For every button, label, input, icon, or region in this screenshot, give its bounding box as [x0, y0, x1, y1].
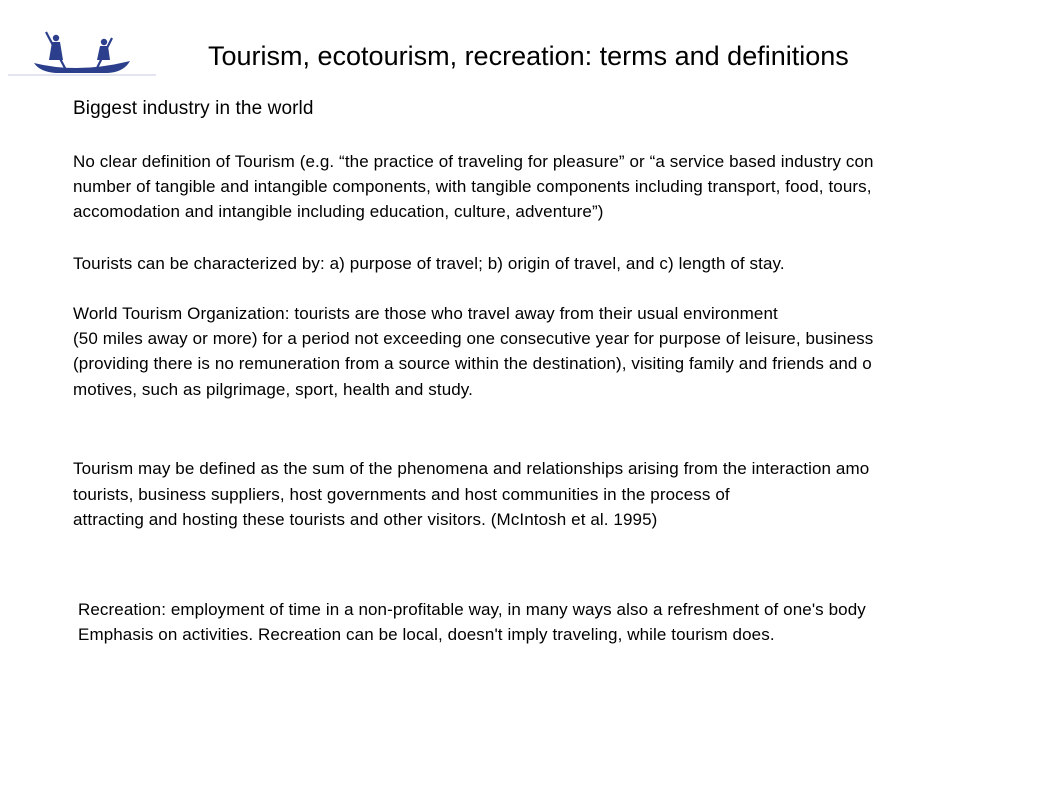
- body-line: Recreation: employment of time in a non-profitable way, in many ways also a refreshment of one's body: [78, 600, 866, 619]
- slide-title: Tourism, ecotourism, recreation: terms and definitions: [208, 41, 849, 71]
- body-line: (50 miles away or more) for a period not exceeding one consecutive year for purpose of leisure, business: [73, 329, 874, 348]
- body-line: motives, such as pilgrimage, sport, health and study.: [73, 380, 473, 399]
- body-line: number of tangible and intangible components, with tangible components including transport, food, tours,: [73, 177, 872, 196]
- body-line: Biggest industry in the world: [73, 98, 314, 119]
- body-line: No clear definition of Tourism (e.g. “the practice of traveling for pleasure” or “a service based industry con: [73, 152, 874, 171]
- body-line: tourists, business suppliers, host governments and host communities in the process of: [73, 485, 730, 504]
- body-line: accomodation and intangible including education, culture, adventure”): [73, 202, 604, 221]
- body-line: Emphasis on activities. Recreation can be local, doesn't imply traveling, while tourism does.: [78, 625, 775, 644]
- canoe-paddlers-icon: [8, 30, 158, 78]
- body-line: attracting and hosting these tourists and other visitors. (McIntosh et al. 1995): [73, 510, 658, 529]
- body-line: World Tourism Organization: tourists are those who travel away from their usual environment: [73, 304, 778, 323]
- body-line: (providing there is no remuneration from a source within the destination), visiting family and friends and o: [73, 354, 872, 373]
- body-line: Tourists can be characterized by: a) purpose of travel; b) origin of travel, and c) length of stay.: [73, 254, 785, 273]
- body-line: Tourism may be defined as the sum of the phenomena and relationships arising from the interaction amo: [73, 459, 870, 478]
